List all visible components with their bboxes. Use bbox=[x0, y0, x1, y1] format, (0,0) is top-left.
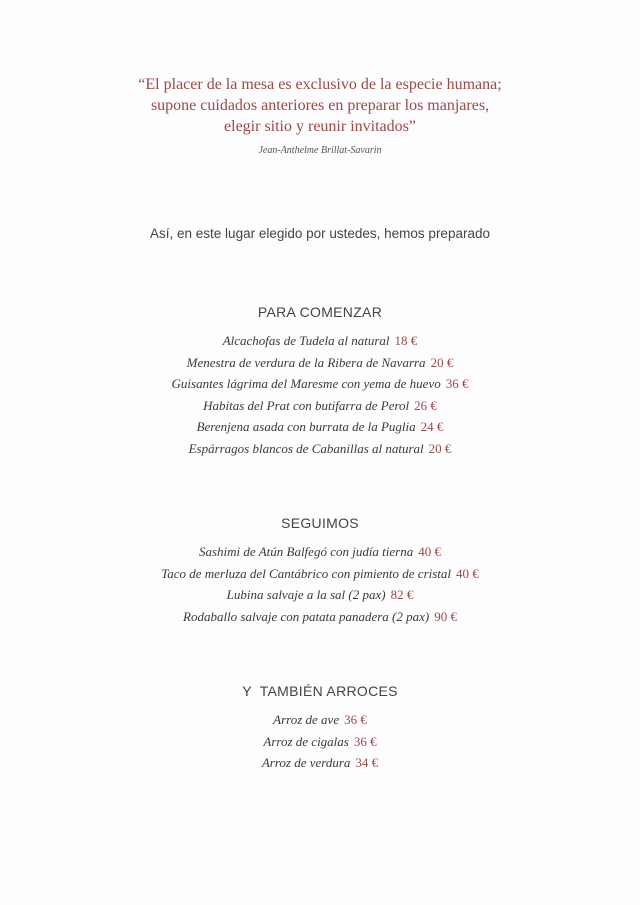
menu-item bbox=[0, 584, 640, 606]
menu-item bbox=[0, 731, 640, 753]
dish-price: 36 € bbox=[445, 376, 469, 391]
dish-price: 82 € bbox=[390, 587, 414, 602]
menu-item bbox=[0, 606, 640, 628]
dish-price: 20 € bbox=[428, 440, 452, 456]
dish-name: Alcachofas de Tudela al natural bbox=[222, 333, 390, 348]
dish-price: 40 € bbox=[456, 565, 479, 581]
menu-item bbox=[0, 709, 640, 731]
dish-name: Arroz de ave bbox=[273, 712, 340, 727]
dish-name: Arroz de cigalas bbox=[263, 733, 349, 749]
menu-item bbox=[0, 438, 640, 460]
dish-name: Arroz de verdura bbox=[261, 755, 351, 770]
dish-name: Guisantes lágrima del Maresme con yema de huevo bbox=[171, 376, 441, 391]
dish-price: 36 € bbox=[344, 712, 367, 727]
intro-text: Así, en este lugar elegido por ustedes, hemos preparado bbox=[150, 226, 490, 241]
section-title: SEGUIMOS bbox=[281, 515, 359, 531]
dish-name: Menestra de verdura de la Ribera de Navarra bbox=[186, 354, 426, 370]
section-para-comenzar bbox=[0, 303, 640, 459]
quote-line: elegir sitio y reunir invitados” bbox=[224, 118, 416, 135]
dish-name: Lubina salvaje a la sal (2 pax) bbox=[226, 587, 386, 602]
dish-price: 26 € bbox=[414, 397, 437, 413]
menu-item bbox=[0, 352, 640, 374]
menu-item bbox=[0, 752, 640, 774]
dish-name: Habitas del Prat con butifarra de Perol bbox=[203, 397, 410, 413]
menu-item bbox=[0, 416, 640, 438]
menu-item bbox=[0, 330, 640, 352]
quote-author: Jean-Anthelme Brillat-Savarin bbox=[258, 145, 382, 156]
dish-price: 90 € bbox=[434, 608, 457, 624]
section-seguimos bbox=[0, 514, 640, 627]
section-arroces bbox=[0, 682, 640, 774]
dish-name: Sashimi de Atún Balfegó con judía tierna bbox=[199, 544, 414, 559]
dish-price: 20 € bbox=[430, 354, 454, 370]
menu-item bbox=[0, 395, 640, 417]
dish-price: 36 € bbox=[353, 733, 377, 749]
dish-price: 24 € bbox=[420, 419, 444, 434]
dish-name: Taco de merluza del Cantábrico con pimiento de cristal bbox=[161, 565, 452, 581]
dish-name: Berenjena asada con burrata de la Puglia bbox=[196, 419, 416, 434]
dish-name: Rodaballo salvaje con patata panadera (2 pax) bbox=[183, 608, 430, 624]
dish-name: Espárragos blancos de Cabanillas al natural bbox=[188, 440, 424, 456]
menu-item bbox=[0, 373, 640, 395]
menu-item bbox=[0, 541, 640, 563]
menu-item bbox=[0, 563, 640, 585]
dish-price: 34 € bbox=[355, 755, 379, 770]
section-title: PARA COMENZAR bbox=[257, 304, 383, 320]
quote bbox=[0, 74, 640, 137]
section-title: Y TAMBIÉN ARROCES bbox=[242, 683, 398, 699]
quote-line: supone cuidados anteriores en preparar los manjares, bbox=[150, 97, 490, 114]
dish-price: 40 € bbox=[418, 544, 441, 559]
quote-line: “El placer de la mesa es exclusivo de la especie humana; bbox=[138, 76, 502, 93]
dish-price: 18 € bbox=[394, 333, 418, 348]
